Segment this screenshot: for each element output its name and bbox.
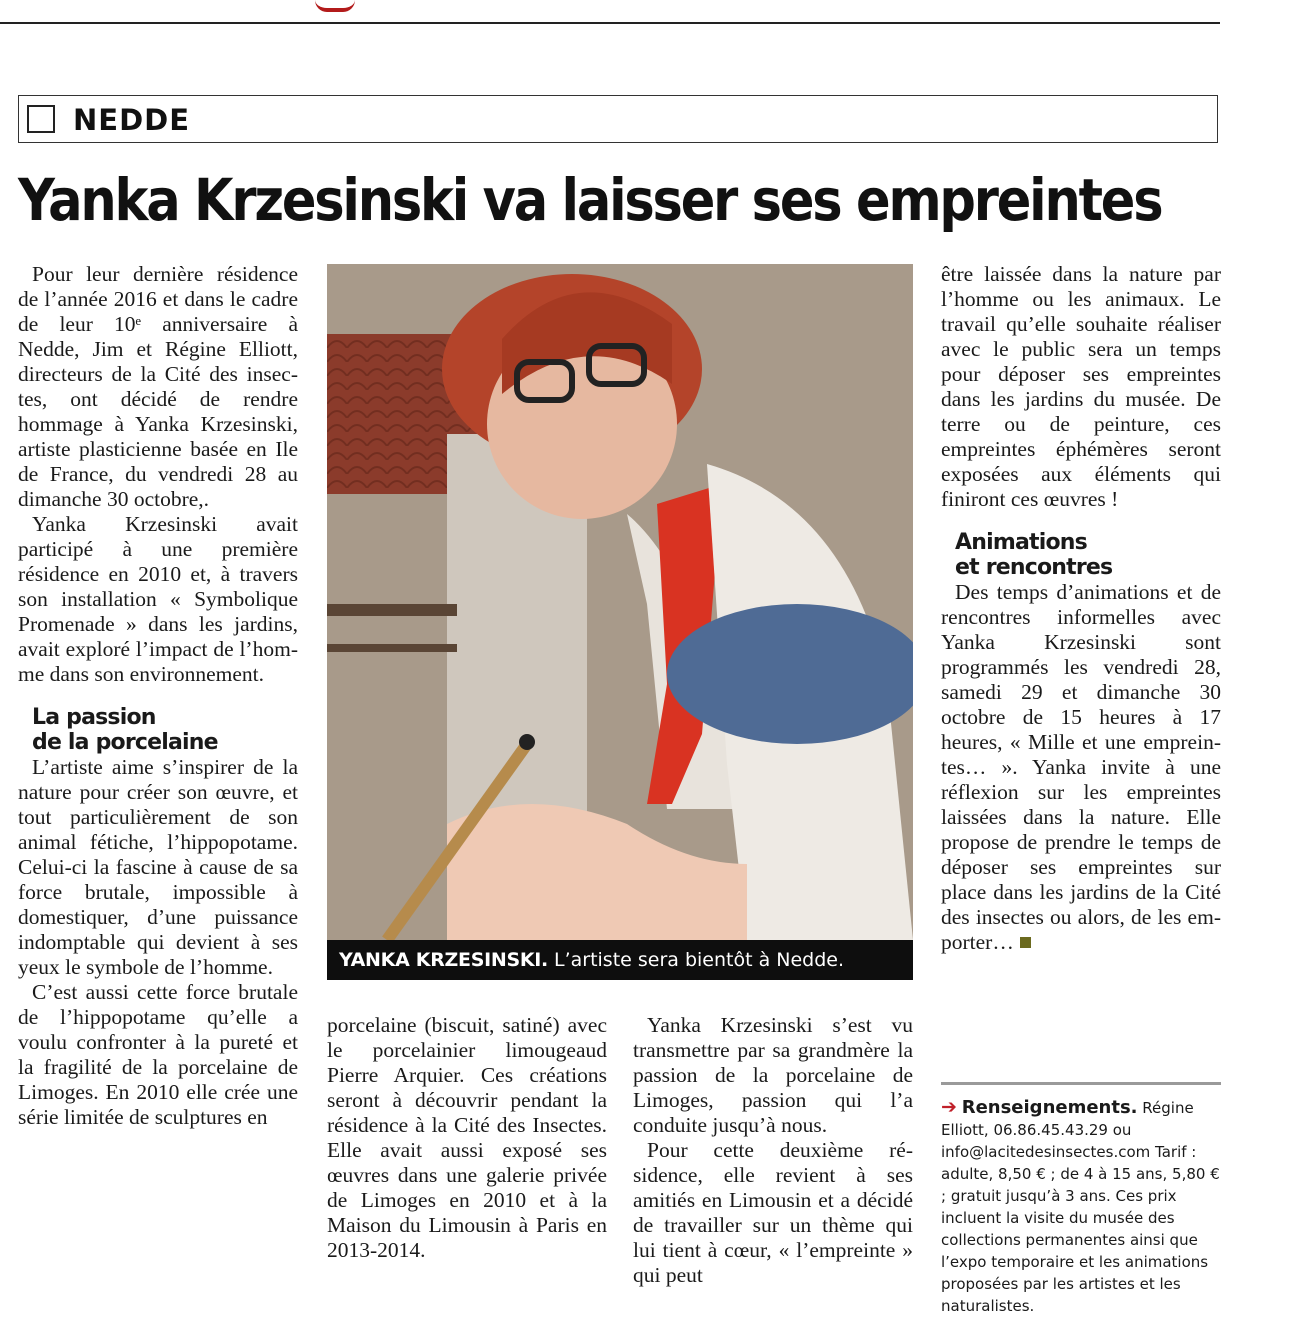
article-photo [327, 264, 913, 980]
top-rule [0, 22, 1220, 24]
portrait-illustration [327, 264, 913, 940]
subheading-line: La passion [32, 705, 156, 730]
section-logo-fragment [315, 0, 355, 12]
column-2b [633, 1013, 913, 1288]
paragraph: être laissée dans la nature par l’homme ou les animaux. Le travail qu’elle souhaite réaliser avec le public sera un temps pour déposer ses empreintes dans les jardins du musée. De terre ou de peinture, ces empreintes éphémères seront exposées aux éléments qui finiront ces œuvres ! [941, 262, 1221, 511]
column-3 [941, 262, 1221, 955]
subheading-line: de la porcelaine [32, 730, 218, 755]
article-headline: Yanka Krzesinski va laisser ses empreintes [18, 166, 1162, 234]
paragraph: Yanka Krzesinski s’est vu transmettre par sa grandmère la passion de la porcelaine de Limoges, passion qui l’a conduite jusqu’à nous. [633, 1013, 913, 1137]
paragraph: Pour cette deuxième résidence, elle revient à ses amitiés en Limousin et a décidé de travailler sur un thème qui lui tient à cœur, « l’empreinte » qui peut [633, 1138, 913, 1287]
info-text: Régine Elliott, 06.86.45.43.29 ou info@lacitedesinsectes.com Tarif : adulte, 8,50 € ; de 4 à 15 ans, 5,80 € ; gratuit jusqu’à 3 ans. Ces prix incluent la visite du musée des collections permanentes ainsi que l’expo temporaire et les animations proposées par les artistes et les naturalistes. [941, 1099, 1220, 1315]
paragraph: Yanka Krzesinski avait participé à une première résidence en 2010 et, à travers son installation « Symbolique Promenade » dans les jardins, avait exploré l’impact de l’homme dans son environnement. [18, 512, 298, 686]
arrow-right-icon: ➔ [941, 1096, 957, 1118]
info-box [941, 1096, 1221, 1317]
info-title: Renseignements. [961, 1097, 1138, 1118]
paragraph [941, 580, 1221, 955]
paragraph: L’artiste aime s’inspirer de la nature pour créer son œuvre, et tout particulièrement de son animal fétiche, l’hippopotame. Celui-ci la fascine à cause de sa force brutale, impossible à domestiquer, d’une puissance indomptable qui devient à ses yeux le symbole de l’homme. [18, 755, 298, 979]
paragraph-text: Des temps d’animations et de rencontres informelles avec Yanka Krzesinski sont programmés les vendredi 28, samedi 29 et dimanche 30 octobre de 15 heures à 17 heures, « Mille et une empreintes… ». Yanka invite à une réflexion sur les empreintes laissées dans la nature. Elle propose de prendre le temps de déposer ses empreintes sur place dans les jardins de la Cité des insectes ou alors, de les emporter… [941, 580, 1221, 954]
column-1 [18, 262, 298, 1130]
rubric-label: NEDDE [73, 103, 191, 137]
paragraph: C’est aussi cette force brutale de l’hippopotame qu’elle a voulu confronter à la pureté et la fragilité de la porcelaine de Limoges. En 2010 elle crée une série limitée de sculptures en [18, 980, 298, 1129]
photo-caption [327, 940, 913, 980]
checkbox-square-icon [27, 105, 55, 133]
subheading [32, 705, 298, 755]
caption-name: YANKA KRZESINSKI. [339, 949, 548, 971]
paragraph: porcelaine (biscuit, satiné) avec le porcelainier limougeaud Pierre Arquier. Ces créations seront à découvrir pendant la résidence à la Cité des Insectes. Elle avait aussi exposé ses œuvres dans une galerie privée de Limoges en 2010 et à la Maison du Limousin à Paris en 2013-2014. [327, 1013, 607, 1262]
caption-text: L’artiste sera bientôt à Nedde. [547, 949, 845, 971]
section-rubric [18, 95, 1218, 143]
subheading [955, 530, 1221, 580]
info-divider [941, 1082, 1221, 1085]
column-2a [327, 1013, 607, 1263]
subheading-line: et rencontres [955, 555, 1113, 580]
subheading-line: Animations [955, 530, 1087, 555]
end-of-article-square-icon [1020, 937, 1031, 948]
paragraph: Pour leur dernière résidence de l’année 2016 et dans le cadre de leur 10ᵉ anniversaire à Nedde, Jim et Régine Elliott, directeurs de la Cité des insectes, ont décidé de rendre hommage à Yanka Krzesinski, artiste plasticienne basée en Ile de France, du vendredi 28 au dimanche 30 octobre,. [18, 262, 298, 511]
